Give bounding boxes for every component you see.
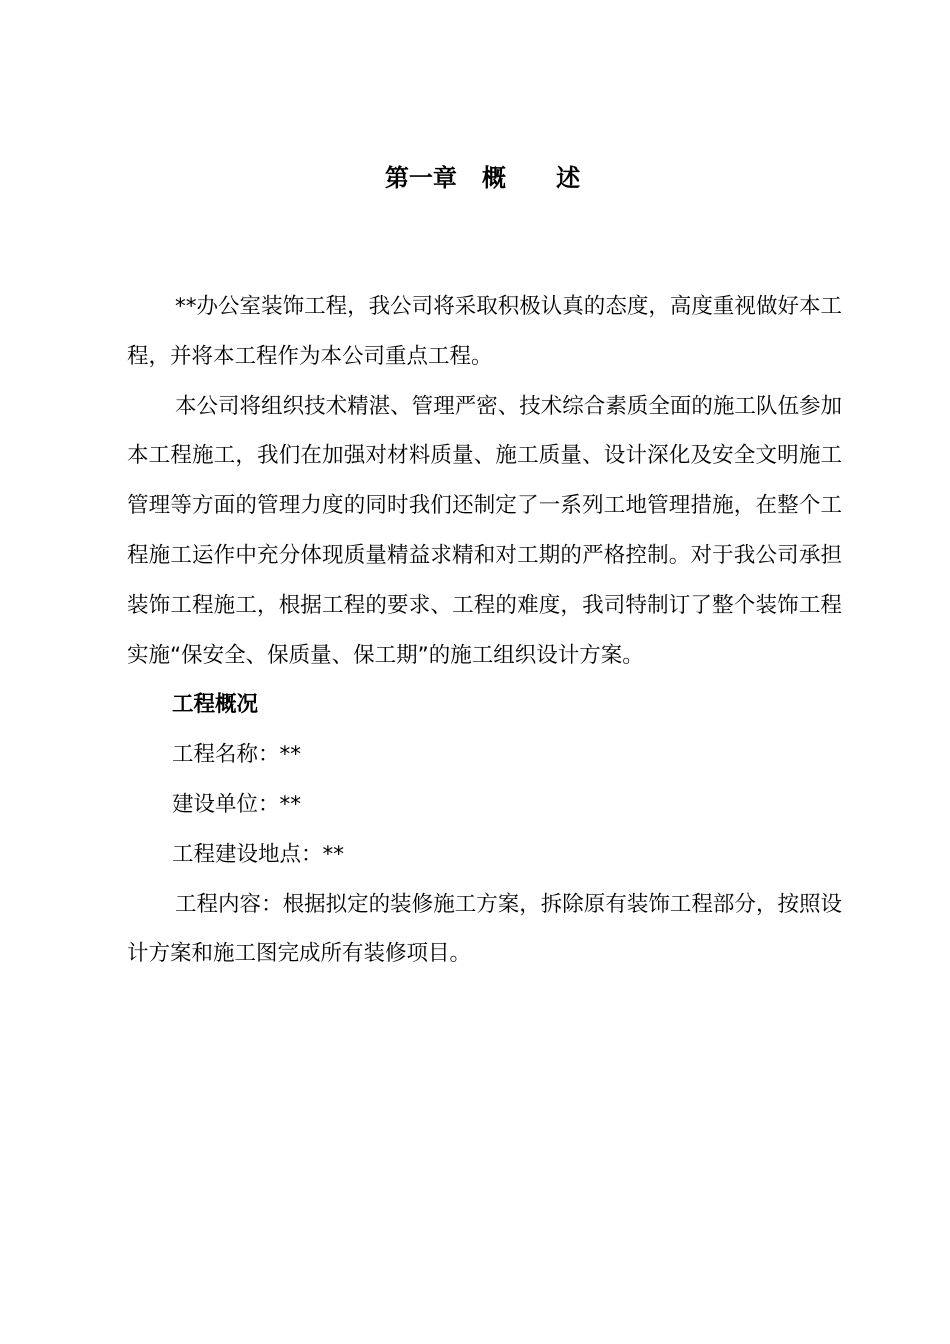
organization-paragraph: 本公司将组织技术精湛、管理严密、技术综合素质全面的施工队伍参加本工程施工，我们在加强对材料质量、施工质量、设计深化及安全文明施工管理等方面的管理力度的同时我们还制定了一系列工地管理措施，在整个工程施工运作中充分体现质量精益求精和对工期的严格控制。对于我公司承担装饰工程施工，根据工程的要求、工程的难度，我司特制订了整个装饰工程实施“保安全、保质量、保工期”的施工组织设计方案。	[127, 393, 842, 668]
client-line: 建设单位：**	[172, 791, 302, 817]
location-line: 工程建设地点：**	[172, 841, 345, 867]
project-name-line: 工程名称：**	[172, 742, 302, 768]
overview-heading: 工程概况	[172, 692, 259, 718]
document-body	[127, 282, 842, 979]
chapter-title: 第一章 概 述	[384, 164, 581, 192]
project-content-paragraph: 工程内容：根据拟定的装修施工方案，拆除原有装饰工程部分，按照设计方案和施工图完成所有装修项目。	[127, 891, 842, 967]
intro-paragraph: **办公室装饰工程，我公司将采取积极认真的态度，高度重视做好本工程，并将本工程作为本公司重点工程。	[127, 294, 842, 369]
